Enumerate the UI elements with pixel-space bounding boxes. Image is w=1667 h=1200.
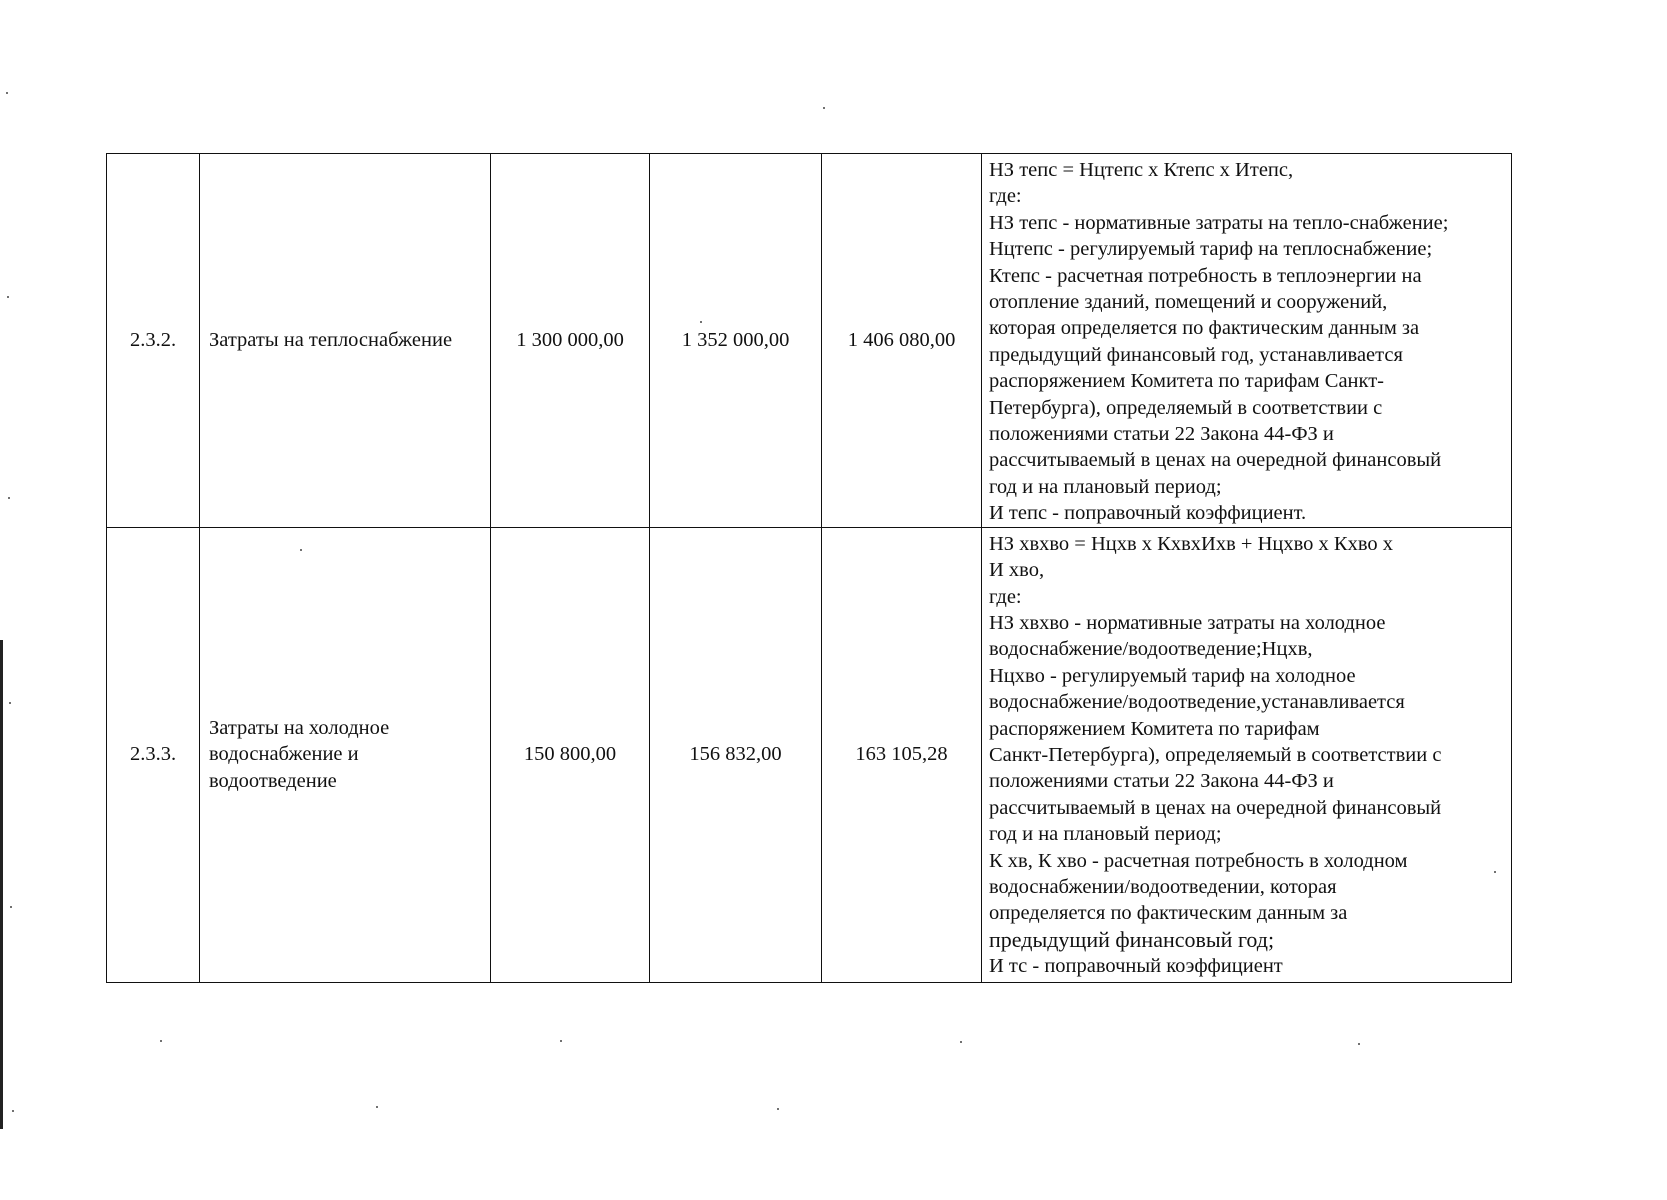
cost-value-1: 150 800,00 xyxy=(491,527,650,982)
note-line: рассчитываемый в ценах на очередной финансовый xyxy=(989,449,1442,472)
scan-speck xyxy=(6,92,8,94)
note-line: водоснабжение/водоотведение;Нцхв, xyxy=(989,638,1313,661)
scan-speck xyxy=(777,1108,779,1110)
scan-speck xyxy=(1358,1043,1360,1045)
scan-edge-shadow xyxy=(0,640,3,1129)
note-line: год и на плановый период; xyxy=(989,823,1222,846)
note-line: распоряжением Комитета по тарифам Санкт- xyxy=(989,370,1384,393)
note-line: где: xyxy=(989,585,1022,608)
scan-speck xyxy=(12,1110,14,1112)
note-line: распоряжением Комитета по тарифам xyxy=(989,717,1320,740)
note-line: год и на плановый период; xyxy=(989,475,1222,498)
note-line: НЗ хвхво - нормативные затраты на холодное xyxy=(989,611,1386,634)
scan-speck xyxy=(9,702,11,704)
note-line: НЗ тепс = Нцтепс х Ктепс х Итепс, xyxy=(989,159,1294,181)
row-number: 2.3.2. xyxy=(107,154,200,528)
note-line: положениями статьи 22 Закона 44-ФЗ и xyxy=(989,770,1334,793)
note-line: НЗ тепс - нормативные затраты на тепло-снабжение; xyxy=(989,211,1449,234)
note-line: Ктепс - расчетная потребность в теплоэнергии на xyxy=(989,264,1422,287)
note-line: предыдущий финансовый год; xyxy=(989,926,1275,952)
note-line: предыдущий финансовый год, устанавливается xyxy=(989,343,1403,366)
note-line: водоснабжение/водоотведение,устанавливается xyxy=(989,691,1405,714)
scan-speck xyxy=(823,107,825,109)
cost-item-name xyxy=(200,527,491,982)
scan-speck xyxy=(8,497,10,499)
note-line: положениями статьи 22 Закона 44-ФЗ и xyxy=(989,423,1334,446)
note-line: НЗ хвхво = Нцхв х КхвхИхв + Нцхво х Кхво х xyxy=(989,532,1393,555)
table-row xyxy=(107,154,1512,528)
scan-speck xyxy=(960,1041,962,1043)
note-line: Нцхво - регулируемый тариф на холодное xyxy=(989,664,1356,687)
cost-value-3: 1 406 080,00 xyxy=(822,154,982,528)
note-line: которая определяется по фактическим данным за xyxy=(989,317,1420,340)
note-line: Санкт-Петербурга), определяемый в соответствии с xyxy=(989,743,1442,766)
note-line: отопление зданий, помещений и сооружений, xyxy=(989,291,1388,314)
note-line: Нцтепс - регулируемый тариф на теплоснабжение; xyxy=(989,238,1433,261)
scan-speck xyxy=(376,1106,378,1108)
scan-speck xyxy=(10,906,12,908)
cost-item-name xyxy=(200,154,491,528)
cost-value-2: 1 352 000,00 xyxy=(650,154,822,528)
calculation-note xyxy=(982,154,1512,528)
calculation-note xyxy=(982,527,1512,982)
row-number: 2.3.3. xyxy=(107,527,200,982)
cost-value-2: 156 832,00 xyxy=(650,527,822,982)
cost-value-1: 1 300 000,00 xyxy=(491,154,650,528)
note-line: водоснабжении/водоотведении, которая xyxy=(989,875,1337,898)
note-line: рассчитываемый в ценах на очередной финансовый xyxy=(989,796,1442,819)
cost-item-name-line: водоотведение xyxy=(209,769,337,792)
scan-speck xyxy=(560,1040,562,1042)
cost-value-3: 163 105,28 xyxy=(822,527,982,982)
note-line: где: xyxy=(989,185,1022,208)
note-line: И тс - поправочный коэффициент xyxy=(989,955,1283,978)
note-line: К хв, К хво - расчетная потребность в холодном xyxy=(989,849,1408,872)
note-line: И хво, xyxy=(989,559,1045,582)
scan-speck xyxy=(160,1040,162,1042)
note-line: определяется по фактическим данным за xyxy=(989,902,1348,925)
cost-item-name-line: Затраты на холодное xyxy=(209,717,390,740)
scan-speck xyxy=(7,296,9,298)
table-row xyxy=(107,527,1512,982)
note-line: И тепс - поправочный коэффициент. xyxy=(989,502,1307,525)
cost-item-name-line: водоснабжение и xyxy=(209,743,359,766)
note-line: Петербурга), определяемый в соответствии с xyxy=(989,396,1383,419)
cost-table xyxy=(106,153,1512,983)
cost-item-name-line: Затраты на теплоснабжение xyxy=(209,329,453,352)
